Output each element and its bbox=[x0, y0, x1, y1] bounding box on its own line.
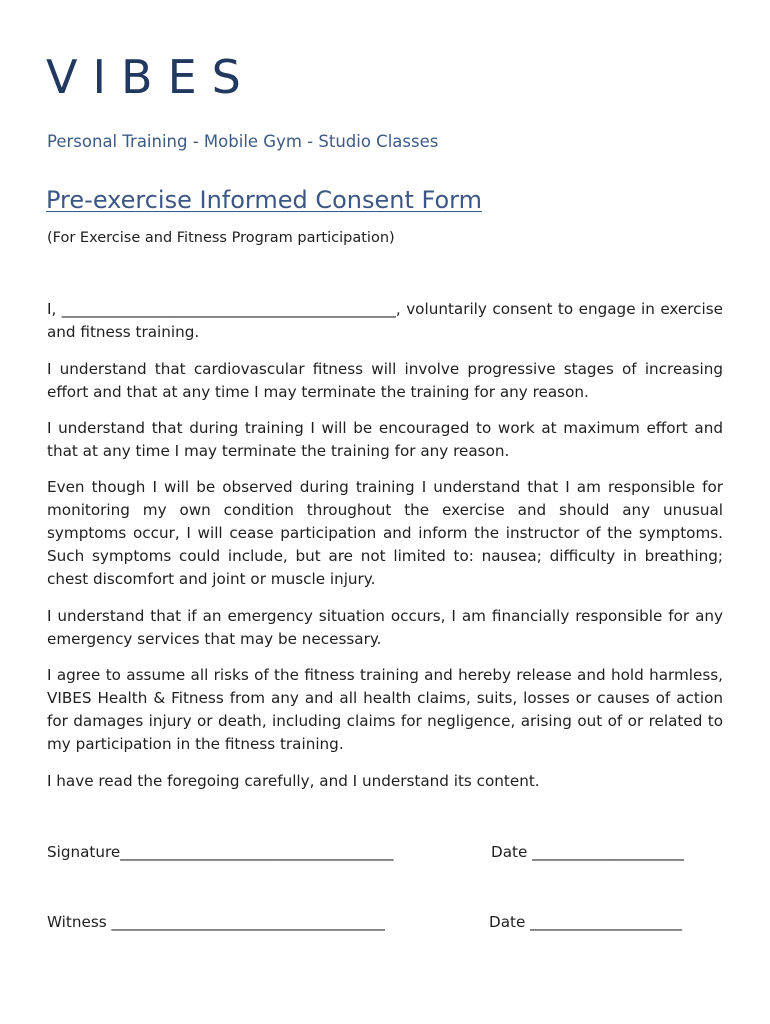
tagline: Personal Training - Mobile Gym - Studio Classes bbox=[47, 132, 439, 151]
consent-paragraph-name: I, ____________________________________________, voluntarily consent to engage in exercise and fitness training. bbox=[47, 300, 723, 341]
consent-paragraph-effort: I understand that during training I will be encouraged to work at maximum effort and that at any time I may terminate the training for any reason. bbox=[47, 419, 723, 460]
consent-paragraph-acknowledge: I have read the foregoing carefully, and I understand its content. bbox=[47, 772, 540, 790]
signature-date-field[interactable]: Date ____________________ bbox=[491, 843, 685, 861]
vibes-logo: VIBES bbox=[46, 50, 256, 104]
consent-paragraph-cardio: I understand that cardiovascular fitness will involve progressive stages of increasing effort and that at any time I may terminate the training for any reason. bbox=[47, 360, 723, 401]
witness-date-field[interactable]: Date ____________________ bbox=[489, 913, 683, 931]
signature-field[interactable]: Signature____________________________________ bbox=[47, 843, 394, 861]
consent-paragraph-symptoms: Even though I will be observed during training I understand that I am responsible for monitoring my own condition throughout the exercise and should any unusual symptoms occur, I will cease participation and inform the instructor of the symptoms. Such symptoms could include, but are not limited to: nausea; difficulty in breathing; chest discomfort and joint or muscle injury. bbox=[47, 478, 723, 588]
form-title: Pre-exercise Informed Consent Form bbox=[46, 186, 482, 214]
witness-field[interactable]: Witness ____________________________________ bbox=[47, 913, 385, 931]
consent-paragraph-emergency: I understand that if an emergency situation occurs, I am financially responsible for any emergency services that may be necessary. bbox=[47, 607, 723, 648]
consent-paragraph-release: I agree to assume all risks of the fitness training and hereby release and hold harmless, VIBES Health & Fitness from any and all health claims, suits, losses or causes of action for damages injury or death, including claims for negligence, arising out of or related to my participation in the fitness training. bbox=[47, 666, 723, 753]
form-subtitle: (For Exercise and Fitness Program participation) bbox=[47, 230, 395, 246]
